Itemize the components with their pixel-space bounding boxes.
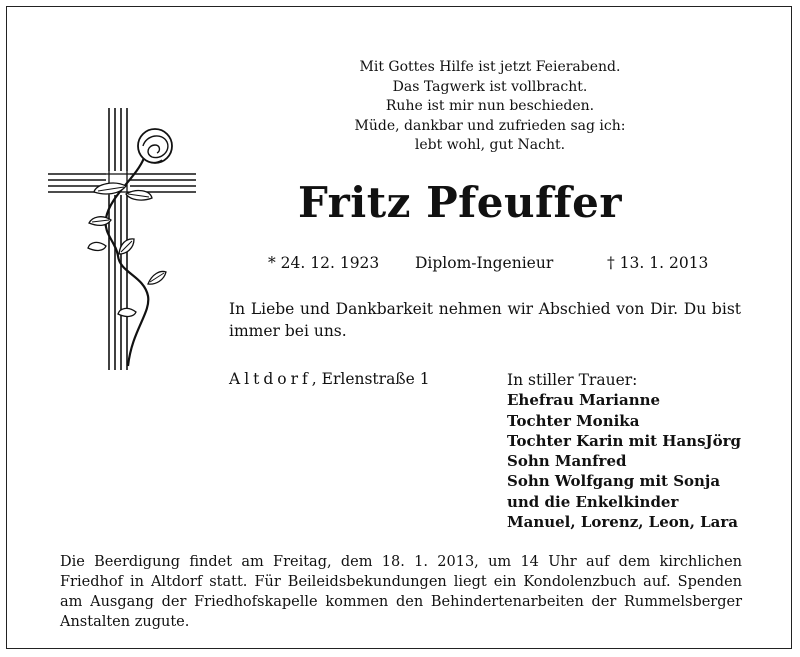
- profession: Diplom-Ingenieur: [415, 254, 554, 272]
- mourners-heading: In stiller Trauer:: [507, 371, 638, 389]
- address-street: , Erlenstraße 1: [311, 370, 430, 388]
- poem: [290, 58, 690, 156]
- mourner-name: Tochter Monika: [507, 411, 640, 430]
- poem-line: Mit Gottes Hilfe ist jetzt Feierabend.: [359, 59, 621, 75]
- cross-with-rose-icon: [48, 108, 198, 370]
- address: [229, 370, 430, 388]
- poem-line: Müde, dankbar und zufrieden sag ich:: [354, 117, 626, 134]
- mourners: [507, 370, 741, 532]
- mourner-name: Sohn Wolfgang mit Sonja: [507, 472, 721, 491]
- poem-line: Das Tagwerk ist vollbracht.: [392, 78, 588, 95]
- mourner-name: und die Enkelkinder: [507, 492, 679, 511]
- mourner-name: Ehefrau Marianne: [507, 391, 661, 410]
- mourner-name: Manuel, Lorenz, Leon, Lara: [507, 513, 739, 532]
- poem-line: lebt wohl, gut Nacht.: [414, 137, 566, 153]
- mourner-name: Tochter Karin mit HansJörg: [507, 431, 742, 450]
- birth-date: * 24. 12. 1923: [268, 254, 380, 272]
- mourner-name: Sohn Manfred: [507, 452, 627, 471]
- funeral-info: Die Beerdigung findet am Freitag, dem 18. 1. 2013, um 14 Uhr auf dem kirchlichen Friedhof in Altdorf statt. Für Beileidsbekundungen liegt ein Kondolenzbuch auf. Spenden am Ausgang der Friedhofskapelle kommen den Behindertenarbeiten der Rummelsberger Anstalten zugute.: [60, 554, 742, 630]
- address-town: Altdorf: [229, 370, 312, 388]
- farewell-text: In Liebe und Dankbarkeit nehmen wir Abschied von Dir. Du bist immer bei uns.: [229, 300, 741, 340]
- deceased-name: Fritz Pfeuffer: [298, 178, 622, 227]
- death-date: † 13. 1. 2013: [607, 254, 709, 272]
- poem-line: Ruhe ist mir nun beschieden.: [385, 98, 595, 114]
